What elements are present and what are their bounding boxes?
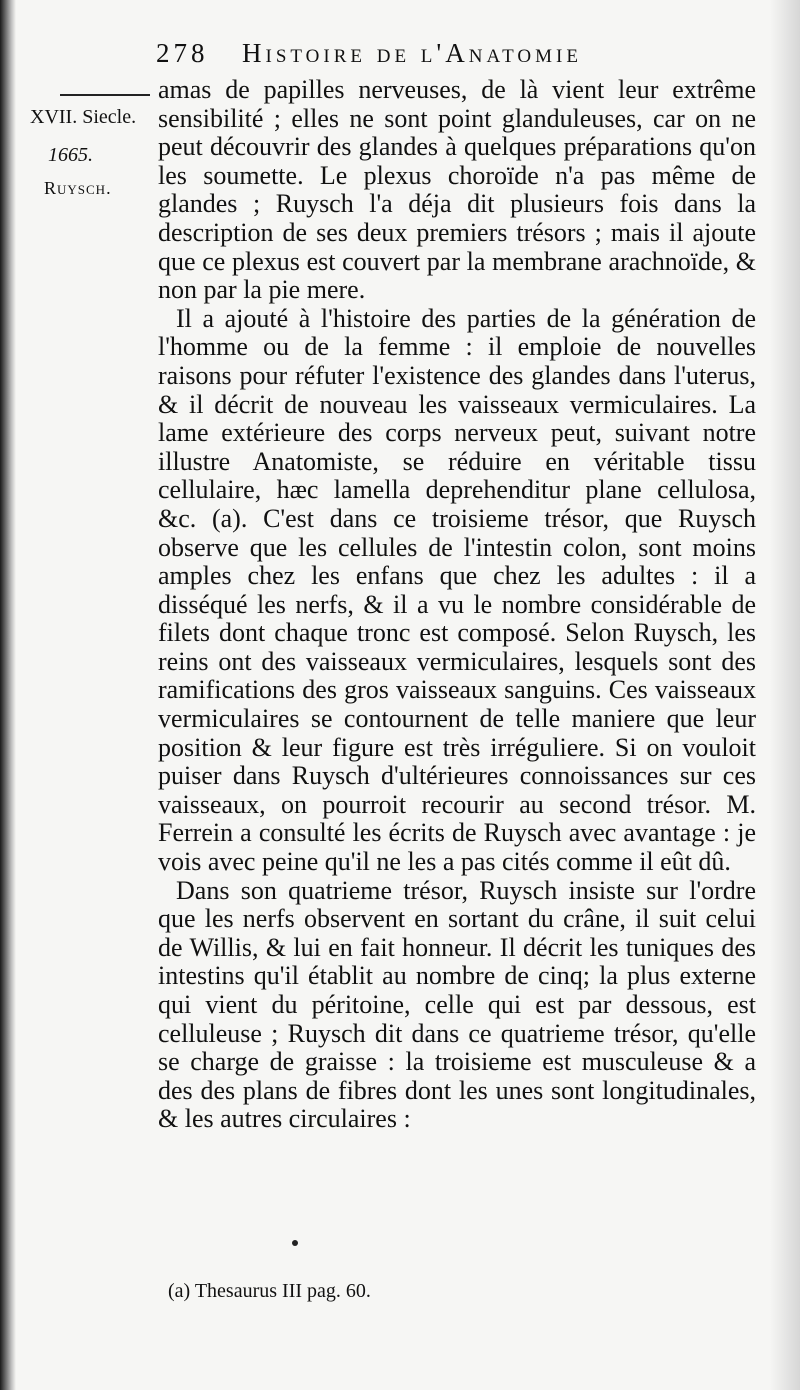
margin-rule [60, 94, 150, 96]
paragraph: amas de papilles nerveuses, de là vient leur extrême sensibilité ; elles ne sont point glanduleuses, car on ne peut découvrir des glandes à quelques préparations qu'on les soumette. Le plexus choroïde n'a pas même de glandes ; Ruysch l'a déja dit plusieurs fois dans la description de ses deux premiers trésors ; mais il ajoute que ce plexus est couvert par la membrane arachnoïde, & non par la pie mere. [158, 75, 756, 305]
running-head [150, 38, 760, 74]
paragraph: Dans son quatrieme trésor, Ruysch insiste sur l'ordre que les nerfs observent en sortant du crâne, il suit celui de Willis, & lui en fait honneur. Il décrit les tuniques des intestins qu'il établit au nombre de cinq; la plus externe qui vient du péritoine, celle qui est par dessous, est celluleuse ; Ruysch dit dans ce quatrieme trésor, qu'elle se charge de graisse : la troisieme est musculeuse & a des des plans de fibres dont les unes sont longitudinales, & les autres circulaires : [158, 875, 756, 1134]
footnote: (a) Thesaurus III pag. 60. [168, 1280, 371, 1302]
body-text [158, 76, 756, 1134]
margin-year: 1665. [48, 144, 93, 166]
margin-century: XVII. Siecle. [30, 106, 137, 128]
paragraph: Il a ajouté à l'histoire des parties de la génération de l'homme ou de la femme : il emploie de nouvelles raisons pour réfuter l'existence des glandes dans l'uterus, & il décrit de nouveau les vaisseaux vermiculaires. La lame extérieure des corps nerveux peut, suivant notre illustre Anatomiste, se réduire en véritable tissu cellulaire, hæc lamella deprehenditur plane cellulosa, &c. (a). C'est dans ce troisieme trésor, que Ruysch observe que les cellules de l'intestin colon, sont moins amples chez les enfans que chez les adultes : il a disséqué les nerfs, & il a vu le nombre considérable de filets dont chaque tronc est composé. Selon Ruysch, les reins ont des vaisseaux vermiculaires, lesquels sont des ramifications des gros vaisseaux sanguins. Ces vaisseaux vermiculaires se contournent de telle maniere que leur position & leur figure est très irréguliere. Si on vouloit puiser dans Ruysch d'ultérieures connoissances sur ces vaisseaux, on pourroit recourir au second trésor. M. Ferrein a consulté les écrits de Ruysch avec avantage : je vois avec peine qu'il ne les a pas cités comme il eût dû. [158, 303, 756, 877]
catch-mark [292, 1240, 298, 1246]
binding-shadow [0, 0, 16, 1390]
page-number: 278 [156, 38, 209, 68]
running-title: Histoire de l'Anatomie [242, 38, 582, 68]
margin-author: Ruysch. [44, 178, 112, 198]
page-edge-shadow [770, 0, 800, 1390]
